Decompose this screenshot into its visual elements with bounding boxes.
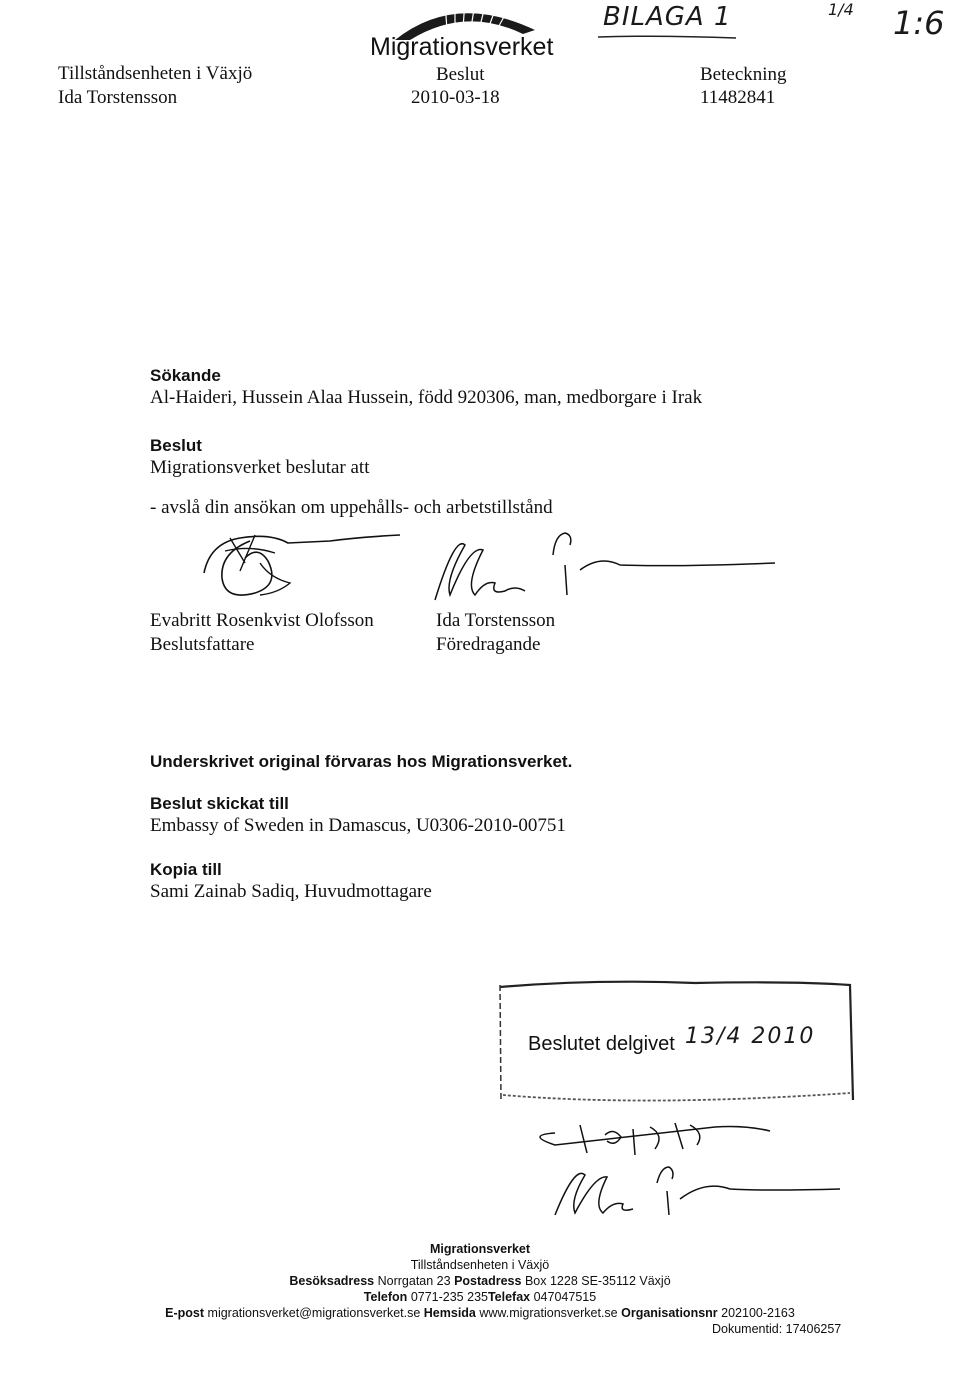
applicant-heading: Sökande — [150, 366, 221, 385]
document-type: Beslut — [436, 64, 485, 85]
copy-to-heading: Kopia till — [150, 860, 222, 879]
decision-maker-signature — [200, 523, 410, 603]
handwritten-underline — [598, 34, 738, 40]
document-id: Dokumentid: 17406257 — [712, 1322, 842, 1336]
footer-contact-line — [0, 1306, 960, 1320]
footer-address-line — [0, 1274, 960, 1288]
visit-address: Norrgatan 23 — [377, 1274, 451, 1288]
footer-phone-line — [0, 1290, 960, 1304]
case-officer: Ida Torstensson — [58, 87, 178, 108]
reference-label: Beteckning — [700, 64, 787, 85]
rapporteur-role: Föredragande — [436, 634, 541, 655]
copy-to-recipient: Sami Zainab Sadiq, Huvudmottagare — [150, 881, 432, 902]
rapporteur-signature — [415, 525, 775, 605]
phone-number: 0771-235 235 — [410, 1290, 488, 1304]
rapporteur-name: Ida Torstensson — [436, 610, 556, 631]
phone-label: Telefon — [363, 1290, 408, 1304]
sent-to-recipient: Embassy of Sweden in Damascus, U0306-2010-00751 — [150, 815, 566, 836]
issuing-unit: Tillståndsenheten i Växjö — [58, 63, 253, 84]
service-date: 13/4 2010 — [685, 1024, 816, 1049]
decision-date: 2010-03-18 — [411, 87, 500, 108]
sent-to-heading: Beslut skickat till — [150, 794, 289, 813]
decision-maker-name: Evabritt Rosenkvist Olofsson — [150, 610, 374, 631]
reference-number: 11482841 — [700, 87, 776, 108]
applicant-details: Al-Haideri, Hussein Alaa Hussein, född 920306, man, medborgare i Irak — [150, 387, 703, 408]
page-marker: 1/4 — [828, 0, 854, 19]
handwritten-attachment-note: BILAGA 1 — [603, 2, 732, 32]
decision-maker-role: Beslutsfattare — [150, 634, 255, 655]
decision-heading: Beslut — [150, 436, 202, 455]
org-number-label: Organisationsnr — [621, 1306, 718, 1320]
postal-address: Box 1228 SE-35112 Växjö — [524, 1274, 671, 1288]
service-stamp-label: Beslutet delgivet — [528, 1033, 675, 1055]
recipient-signature — [515, 1105, 815, 1225]
decision-intro: Migrationsverket beslutar att — [150, 457, 370, 478]
email-label: E-post — [165, 1306, 205, 1320]
footer-unit: Tillståndsenheten i Växjö — [410, 1258, 550, 1272]
email-address[interactable]: migrationsverket@migrationsverket.se — [207, 1306, 421, 1320]
handwritten-corner-number: 1:6 — [893, 4, 945, 42]
postal-address-label: Postadress — [454, 1274, 522, 1288]
org-number: 202100-2163 — [721, 1306, 795, 1320]
decision-item: - avslå din ansökan om uppehålls- och arbetstillstånd — [150, 497, 553, 518]
fax-number: 047047515 — [533, 1290, 597, 1304]
website-label: Hemsida — [423, 1306, 476, 1320]
fax-label: Telefax — [487, 1290, 531, 1304]
footer-agency: Migrationsverket — [429, 1242, 531, 1256]
visit-address-label: Besöksadress — [289, 1274, 375, 1288]
original-storage-note: Underskrivet original förvaras hos Migrationsverket. — [150, 752, 573, 771]
website-link[interactable]: www.migrationsverket.se — [479, 1306, 618, 1320]
agency-header-title: Migrationsverket — [370, 33, 554, 61]
